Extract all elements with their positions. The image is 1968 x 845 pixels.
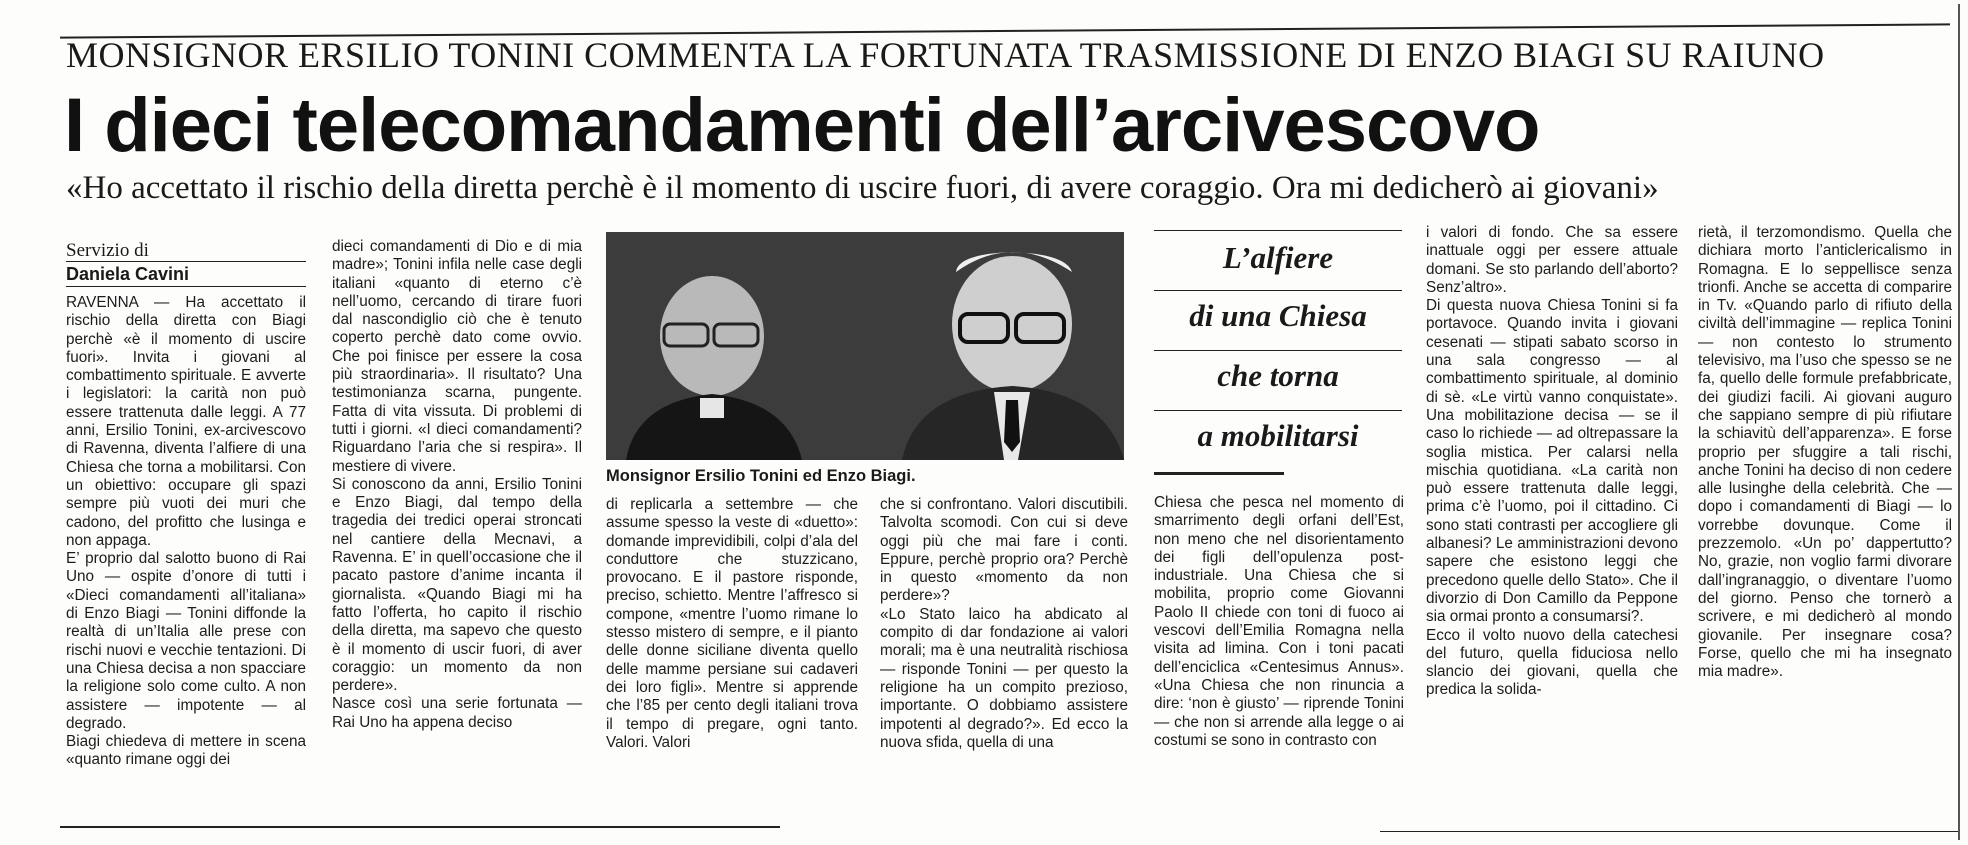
pullquote-line-4: a mobilitarsi (1197, 418, 1359, 453)
pullquote-line-3: che torna (1217, 358, 1339, 393)
pullquote-rule-2 (1154, 350, 1402, 351)
figure-right (952, 256, 1072, 392)
bottom-border-rule (60, 826, 780, 828)
article-column-5: Chiesa che pesca nel momento di smarrimento degli orfani dell’Est, non meno che nel disorientamento dei figli dell’opulenza post-industriale. Una Chiesa che si mobilita, proprio come Giovanni Paolo II chiede con toni di fuoco ai vescovi dell’Emilia Romagna nella visita ad limina. Con i toni pacati dell’enciclica «Centesimus Annus». «Una Chiesa che non rinuncia a dire: ‘non è giusto’ — riprende Tonini — che non si arrende alla legge o ai costumi se sono in contrasto con (1154, 494, 1404, 749)
bottom-border-rule-right (1380, 831, 1960, 832)
pullquote-rule-1 (1154, 290, 1402, 291)
right-border-rule (1958, 4, 1960, 840)
photo-caption: Monsignor Ersilio Tonini ed Enzo Biagi. (606, 467, 916, 485)
pullquote-line-2: di una Chiesa (1189, 298, 1367, 333)
headline: I dieci telecomandamenti dell’arcivescovo (64, 83, 1540, 168)
byline-rule (66, 261, 306, 262)
figure-left (660, 276, 764, 396)
byline-label: Servizio di (66, 240, 149, 261)
article-column-7: rietà, il terzomondismo. Quella che dichiara morto l’anticlericalismo in Romagna. E lo seppellisce senza trionfi. Anche se accetta di comparire in Tv. «Quando parlo di rifiuto della civiltà dell’immagine — replica Tonini — non contesto lo strumento televisivo, ma l’uso che spesso se ne fa, quello delle formule prefabbricate, dei giudizi facili. Ai giovani auguro che sappiano sempre di più rifiutare la schiavitù dell’apparenza». E forse proprio per sfuggire a tali rischi, anche Tonini ha deciso di non cedere alle lusinghe della celebrità. Che — dopo i comandamenti di Biagi — lo vorrebbe dovunque. Come il prezzemolo. «Un po’ dappertutto? No, grazie, non voglio farmi divorare dall’ingranaggio, o diventare l’uomo del giorno. Penso che tornerò a scrivere, e mi dedicherò al mondo giovanile. Per insegnare cosa? Forse, quello che mi ha insegnato mia madre». (1698, 224, 1952, 681)
article-column-1: RAVENNA — Ha accettato il rischio della diretta con Biagi perchè «è il momento di uscire fuori». Invita i giovani al combattimento spirituale. E avverte i legislatori: la carità non può essere trattenuta dalle leggi. A 77 anni, Ersilio Tonini, ex-arcivescovo di Ravenna, diventa l’alfiere di una Chiesa che torna a mobilitarsi. Con un obiettivo: occupare gli spazi sempre più vuoti dei muri che cadono, del profitto che lusinga e non appaga. E’ proprio dal salotto buono di Rai Uno — ospite d’onore di tutti i «Dieci comandamenti all’italiana» di Enzo Biagi — Tonini diffonde la realtà di un’Italia alle prese con rischi nuovi e vecchie tentazioni. Di una Chiesa decisa a non spacciare la religione solo come culto. A non assistere — impotente — al degrado. Biagi chiedeva di mettere in scena «quanto rimane oggi dei (66, 294, 306, 769)
kicker: MONSIGNOR ERSILIO TONINI COMMENTA LA FORTUNATA TRASMISSIONE DI ENZO BIAGI SU RAIUNO (66, 35, 1825, 75)
article-column-4: che si confrontano. Valori discutibili. Talvolta scomodi. Con cui si deve oggi più che mai fare i conti. Eppure, perchè proprio ora? Perchè in questo «momento da non perdere»? «Lo Stato laico ha abdicato al compito di dar fondazione ai valori morali; ma è una neutralità rischiosa — risponde Tonini — per questo la religione ha un compito prezioso, importante. O dobbiamo assistere impotenti al degrado?». Ed ecco la nuova sfida, quella di una (880, 496, 1128, 751)
pullquote-rule-3 (1154, 410, 1402, 411)
pullquote-rule-bottom (1154, 472, 1284, 475)
photo-illustration (606, 232, 1124, 460)
article-column-3: di replicarla a settembre — che assume spesso la veste di «duetto»: domande imprevidibili, colpi d’ala del conduttore che stuzzicano, provocano. E il pastore risponde, preciso, schietto. Mentre l’affresco si compone, «mentre l’uomo rimane lo stesso mistero di sempre, e il pianto delle donne siciliane diventa quello delle mamme persiane sui cadaveri dei loro figli». Mentre si apprende che l’85 per cento degli italiani trova il tempo di pregare, ogni tanto. Valori. Valori (606, 496, 858, 751)
byline-rule-bottom (66, 286, 306, 287)
pullquote-rule-top (1154, 230, 1402, 231)
article-column-6: i valori di fondo. Che sa essere inattuale oggi per essere attuale domani. Se sto parlando dell’aborto? Senz’altro». Di questa nuova Chiesa Tonini si fa portavoce. Quando invita i giovani cesenati — stipati sabato scorso in una sala congresso — al combattimento spirituale, al dominio di sè. «Le virtù vanno conquistate». Una mobilitazione decisa — se il caso lo richiede — ad oltrepassare la soglia mistica. Per calarsi nella mischia quotidiana. «La carità non può essere trattenuta dalle leggi, prima c’è l’uomo, poi il cittadino. Ci sono stati contrasti per accogliere gli albanesi? Le amministrazioni devono sapere che esistono leggi che precedono quelle dello Stato». Che il divorzio di Don Camillo da Peppone sia ormai pronto a consumarsi?. Ecco il volto nuovo della catechesi del futuro, quella fiduciosa nello slancio dei giovani, quella che predica la solida- (1426, 224, 1678, 699)
article-column-2: dieci comandamenti di Dio e di mia madre»; Tonini infila nelle case degli italiani «quanto di eterno c’è nell’uomo, cercando di tirare fuori dal nascondiglio ciò che è tenuto coperto perchè dato come ovvio. Che poi finisce per essere la cosa più straordinaria». Il risultato? Una testimonianza scarna, pungente. Fatta di vita vissuta. Di problemi di tutti i giorni. «I dieci comandamenti? Riguardano l’aria che si respira». Il mestiere di vivere. Si conoscono da anni, Ersilio Tonini e Enzo Biagi, dal tempo della tragedia dei tredici operai stroncati nel cantiere della Mecnavi, a Ravenna. E’ in quell’occasione che il pacato pastore d’anime incanta il giornalista. «Quando Biagi mi ha fatto l’offerta, ho capito il rischio della diretta, ma sapevo che questo è il momento di uscir fuori, di aver coraggio: un momento da non perdere». Nasce così una serie fortunata — Rai Uno ha appena deciso (332, 238, 582, 731)
pullquote-line-1: L’alfiere (1222, 240, 1334, 275)
byline-name: Daniela Cavini (66, 264, 190, 284)
subheadline: «Ho accettato il rischio della diretta perchè è il momento di uscire fuori, di avere coraggio. Ora mi dedicherò ai giovani» (66, 170, 1659, 206)
photo (606, 232, 1124, 460)
